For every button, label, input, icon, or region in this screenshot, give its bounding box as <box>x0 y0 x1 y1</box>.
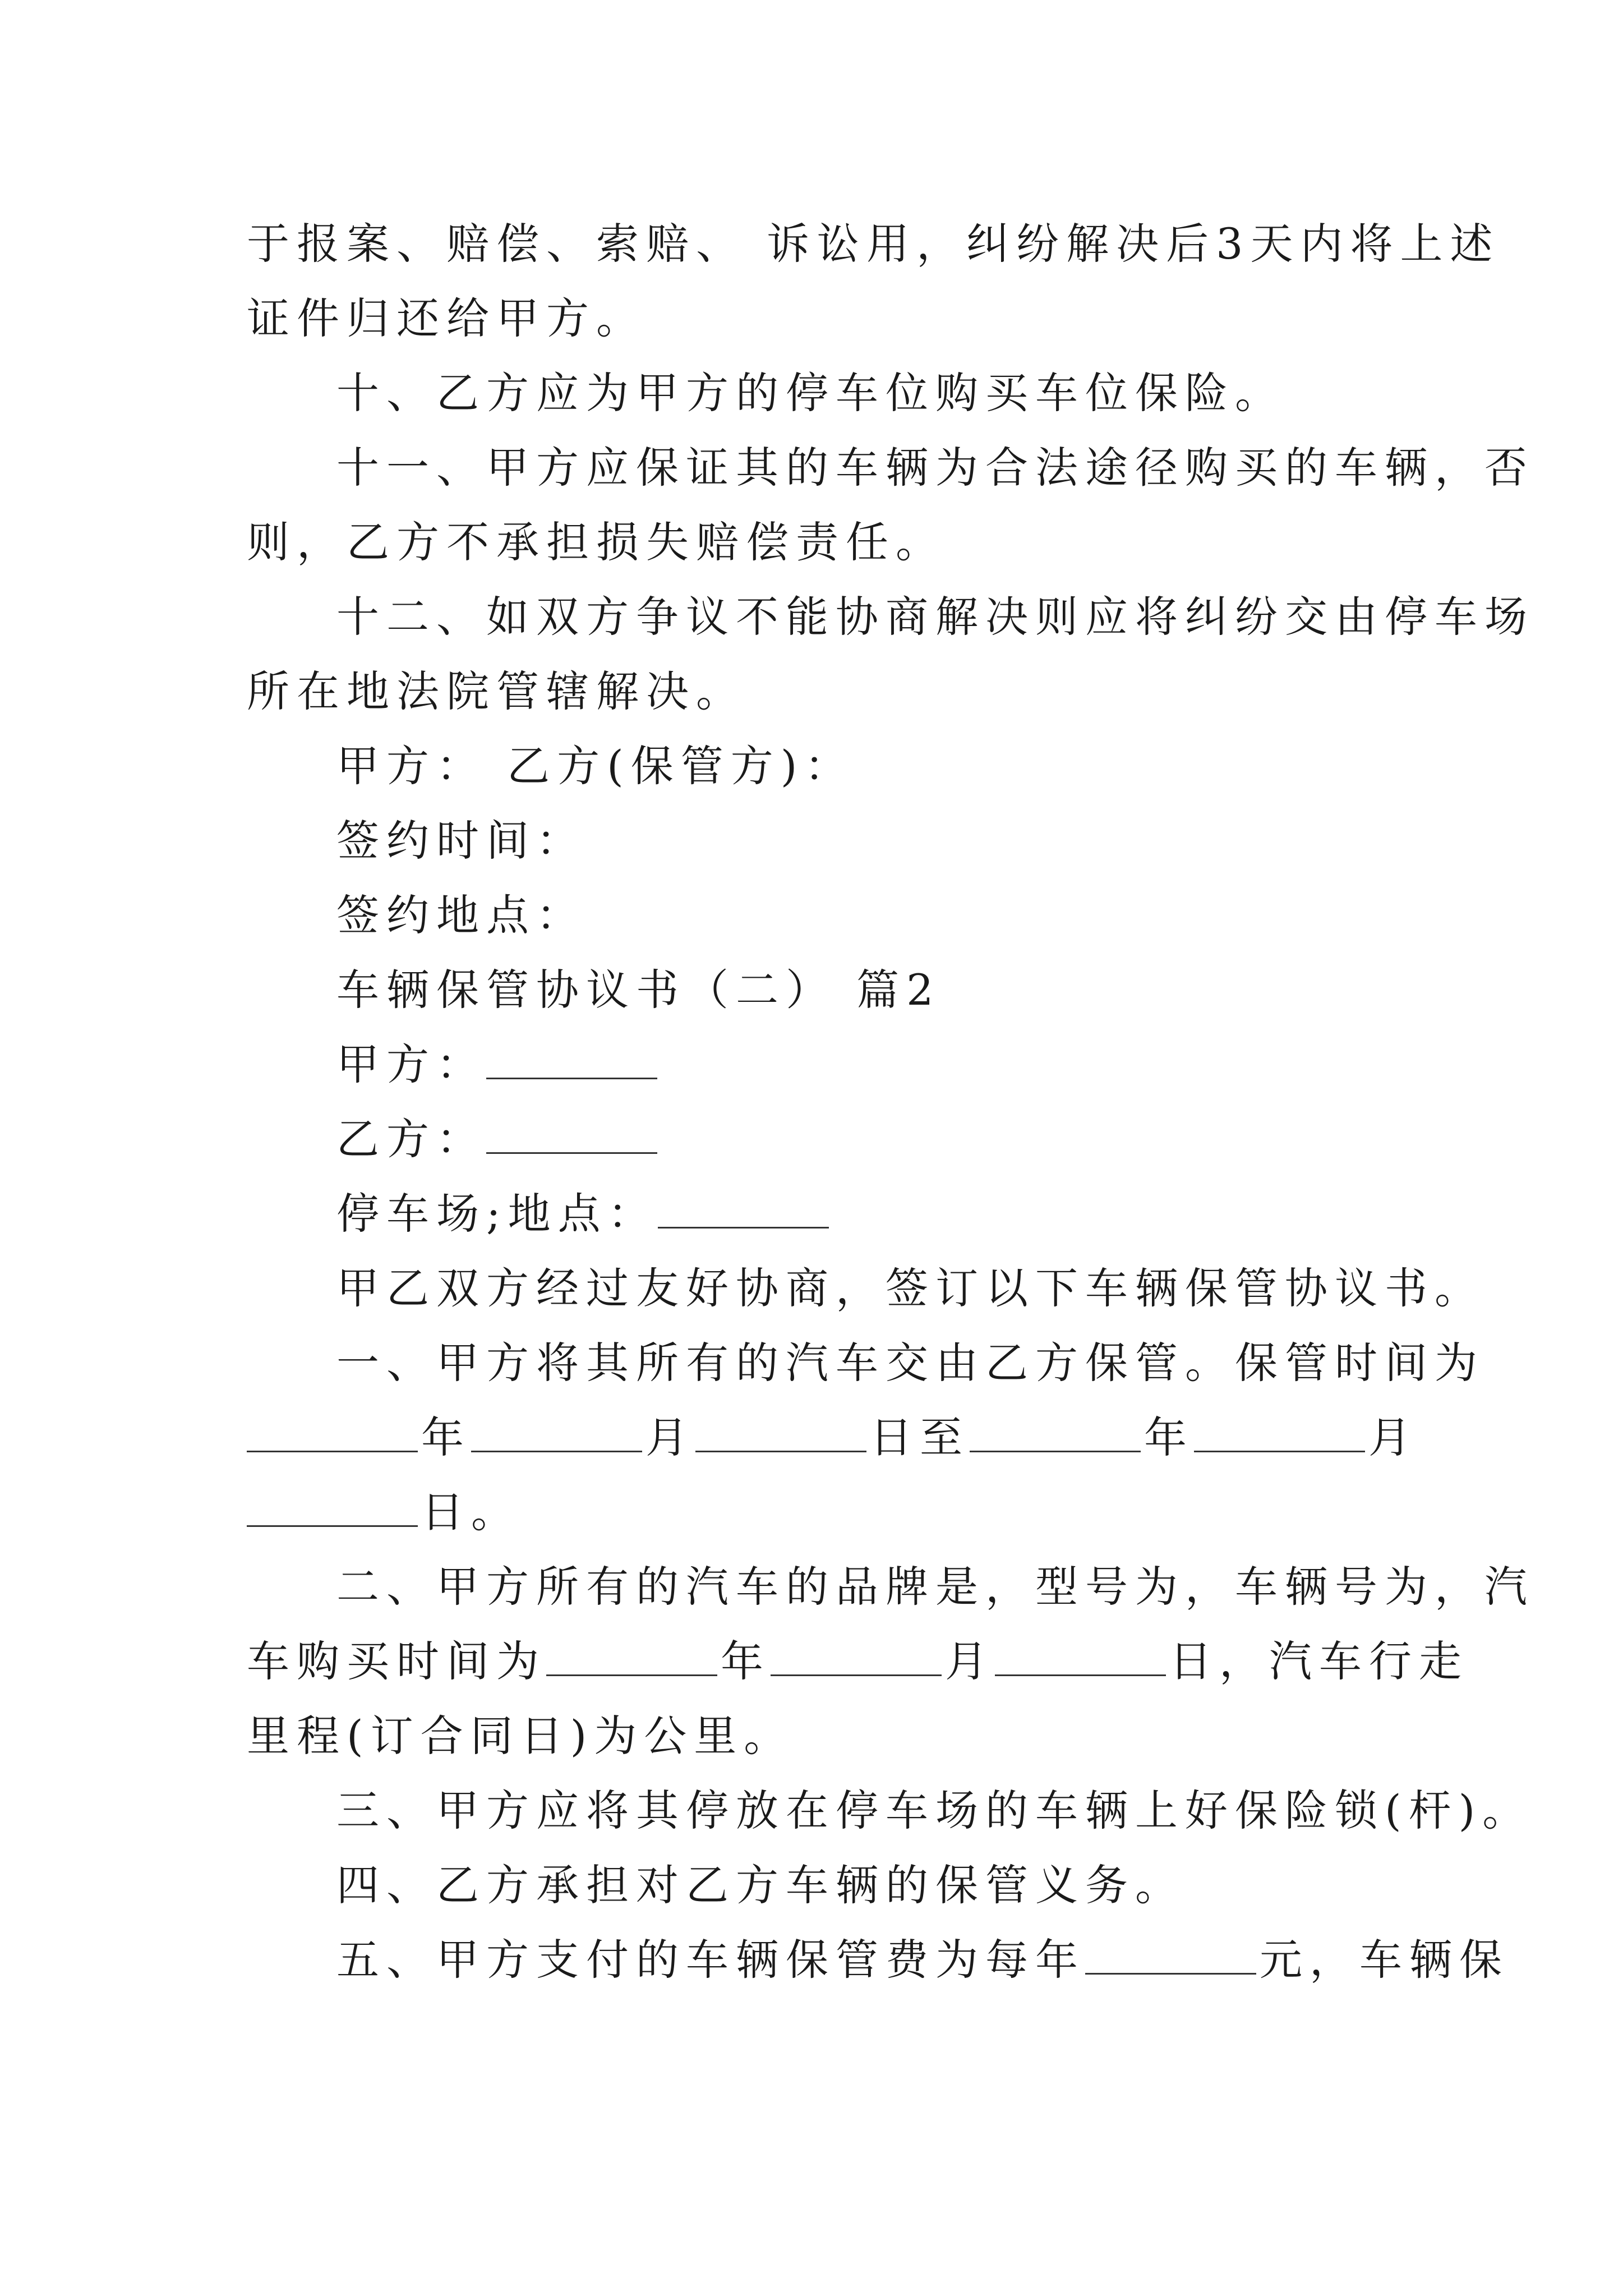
blank-underline <box>771 1635 942 1676</box>
date-end-line <box>247 1481 1391 1543</box>
blank-underline <box>486 1038 657 1079</box>
blank-underline <box>995 1635 1166 1676</box>
text-segment: 日。 <box>421 1487 521 1537</box>
text-line: 里程(订合同日)为公里。 <box>247 1711 794 1761</box>
text-line: 二、甲方所有的汽车的品牌是，型号为，车辆号为，汽 <box>336 1562 1534 1612</box>
parking-location-line <box>336 1183 1391 1245</box>
text-line: 十一、甲方应保证其的车辆为合法途径购买的车辆，否 <box>336 443 1534 493</box>
text-line: 十、乙方应为甲方的停车位购买车位保险。 <box>336 368 1285 418</box>
blank-underline <box>546 1635 717 1676</box>
text-line: 四、乙方承担对乙方车辆的保管义务。 <box>336 1860 1185 1910</box>
blank-underline <box>1194 1411 1365 1452</box>
text-segment: 车购买时间为 <box>247 1636 546 1686</box>
purchase-date-line <box>247 1631 1469 1692</box>
blank-underline <box>970 1411 1141 1452</box>
text-segment: 年 <box>1144 1412 1194 1462</box>
fee-line <box>336 1929 1509 1991</box>
blank-underline <box>471 1411 642 1452</box>
text-segment: 日至 <box>870 1412 970 1462</box>
text-line: 证件归还给甲方。 <box>247 293 646 343</box>
date-range-line <box>247 1407 1418 1469</box>
text-segment: 年 <box>421 1412 471 1462</box>
text-line: 十二、如双方争议不能协商解决则应将纠纷交由停车场 <box>336 592 1534 642</box>
section-heading: 车辆保管协议书（二） 篇2 <box>336 965 941 1015</box>
party-a-line <box>336 1034 1391 1096</box>
text-line: 三、甲方应将其停放在停车场的车辆上好保险锁(杆)。 <box>336 1786 1533 1835</box>
text-segment: 五、甲方支付的车辆保管费为每年 <box>336 1935 1085 1985</box>
parking-location-label: 停车场;地点： <box>336 1189 658 1239</box>
blank-underline <box>658 1188 829 1228</box>
text-line: 一、甲方将其所有的汽车交由乙方保管。保管时间为 <box>336 1338 1484 1388</box>
blank-underline <box>486 1113 657 1154</box>
party-b-line <box>336 1108 1391 1170</box>
text-line: 则，乙方不承担损失赔偿责任。 <box>247 517 946 567</box>
party-a-label: 甲方： <box>336 1039 486 1089</box>
text-line: 于报案、赔偿、索赔、 诉讼用，纠纷解决后3天内将上述 <box>247 219 1500 269</box>
text-segment: 月 <box>945 1636 995 1686</box>
text-segment: 月 <box>1368 1412 1418 1462</box>
text-line: 所在地法院管辖解决。 <box>247 666 746 716</box>
text-segment: 日，汽车行走 <box>1169 1636 1469 1686</box>
signing-place-line: 签约地点： <box>336 890 586 940</box>
blank-underline <box>247 1411 418 1452</box>
blank-underline <box>247 1486 418 1527</box>
blank-underline <box>1085 1934 1256 1975</box>
text-segment: 月 <box>645 1412 695 1462</box>
text-line: 甲乙双方经过友好协商，签订以下车辆保管协议书。 <box>336 1263 1484 1313</box>
signing-time-line: 签约时间： <box>336 816 586 866</box>
signature-parties-line: 甲方： 乙方(保管方)： <box>336 741 855 791</box>
party-b-label: 乙方： <box>336 1114 486 1164</box>
text-segment: 年 <box>721 1636 771 1686</box>
blank-underline <box>695 1411 866 1452</box>
text-segment: 元，车辆保 <box>1260 1935 1509 1985</box>
